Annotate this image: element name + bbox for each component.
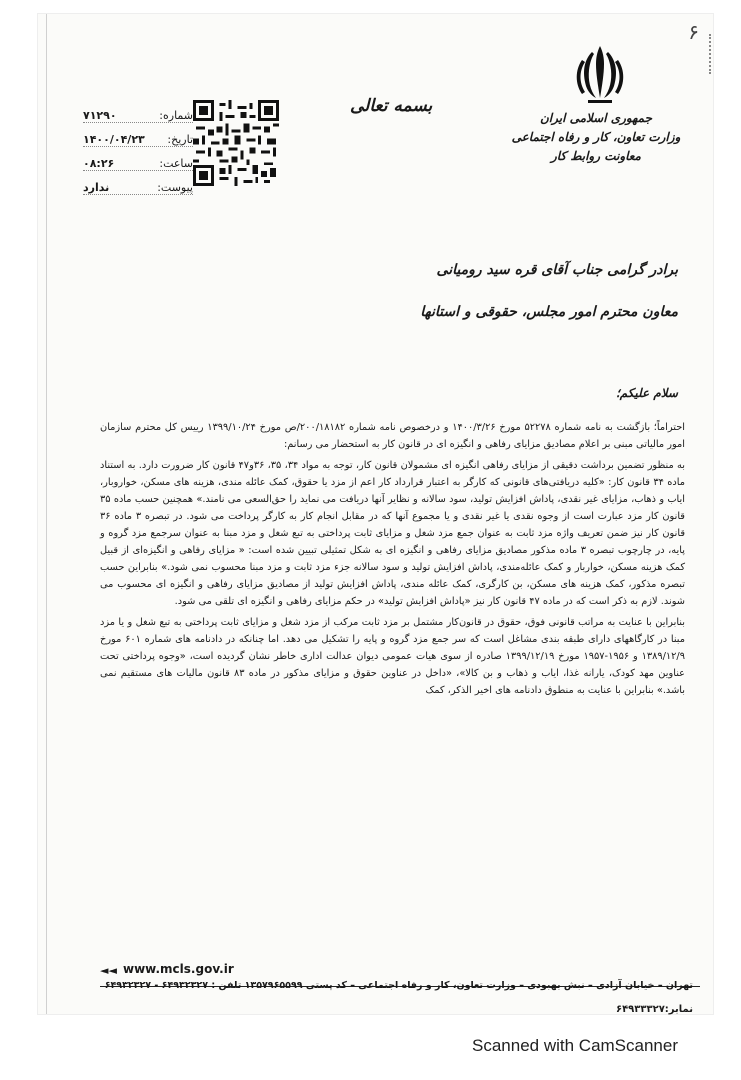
body-paragraph: احتراماً؛ بازگشت به نامه شماره ۵۲۲۷۸ مورخ ۱۴۰۰/۳/۲۶ و درخصوص نامه شماره ۲۰۰/۱۸۱۸۲/ص مورخ ۱۳۹۹/۱۰/۲۴ رییس کل محترم سازمان امور مالیاتی مبنی بر اعلام مصادیق مزایای رفاهی و انگیزه ای در قانون کار به استحضار می رسانم: xyxy=(100,422,685,450)
body-paragraph: بنابراین با عنایت به مراتب قانونی فوق، حقوق در قانون‌کار مشتمل بر مزد ثابت مرکب از مزد شغل و مزایای ثابت پرداختی به تبع شغل و یا مزد مبنا در کارگاههای دارای طبقه بندی مشاغل است که سر جمع مزد گروه و پایه را تشکیل می دهد. اما چنانکه در دادنامه های شماره ۶۰۱ مورخ ۱۳۸۹/۱۲/۹ و ۱۹۵۶-۱۹۵۷ مورخ ۱۳۹۹/۱۲/۱۹ صادره از سوی هیات عمومی دیوان عدالت اداری خاطر نشان گردیده است، «وجوه پرداختی تحت عناوین مهد کودک، یارانه غذا، ایاب و ذهاب و بن کالا»، «داخل در عناوین حقوق و مزایای مذکور در ماده ۸۳ قانون مالیات های مستقیم نمی باشد.» بنابراین با عنایت به منطوق دادنامه های اخیر الذکر، کمک xyxy=(100,617,685,696)
page-number-mark: ۶ xyxy=(688,20,699,44)
meta-value: ۰۸:۲۶ xyxy=(83,157,115,170)
ministry-line-name: وزارت تعاون، کار و رفاه اجتماعی xyxy=(511,130,681,144)
ministry-letterhead xyxy=(506,109,686,166)
footer-fax: نمابر:۶۴۹۳۳۳۲۷ xyxy=(615,1004,693,1015)
meta-value: ۷۱۲۹۰ xyxy=(83,109,117,122)
letter-page xyxy=(38,14,713,1014)
meta-attachment-row xyxy=(83,172,193,195)
footer-address: تهران – خیابان آزادی – نبش بهبودی – وزارت تعاون، کار و رفاه اجتماعی – کد پستی ۱۳۵۷۹۶۵۵۹۹ تلفن : ۶۴۹۳۲۳۲۷ - ۶۴۹۳۲۳۲۷ xyxy=(104,980,693,991)
letter-meta xyxy=(83,100,193,196)
meta-value: ۱۴۰۰/۰۴/۲۳ xyxy=(83,133,145,146)
meta-label: پیوست: xyxy=(157,181,193,194)
ministry-line-dept: معاونت روابط کار xyxy=(551,149,641,163)
meta-label: شماره: xyxy=(159,109,193,122)
page-edge xyxy=(46,14,47,1014)
website-arrow-icon: ◄◄ xyxy=(100,964,117,977)
meta-date-row xyxy=(83,124,193,147)
meta-time-row xyxy=(83,148,193,171)
meta-value: ندارد xyxy=(83,181,110,194)
meta-number-row xyxy=(83,100,193,123)
meta-label: تاریخ: xyxy=(167,133,193,146)
body-paragraph: به منظور تضمین برداشت دقیقی از مزایای رفاهی انگیزه ای مشمولان قانون کار، توجه به مواد ۳۴، ۳۵، ۳۶و۴۷ قانون کار ضرورت دارد. به استناد ماده ۳۴ قانون کار: «کلیه دریافتی‌های قانونی که کارگر به اعتبار قرارداد کار اعم از مزد یا حقوق، کمک عائله مندی، هزینه های مسکن، خواروبار، ایاب و ذهاب، مزایای غیر نقدی، پاداش افزایش تولید، سود سالانه و نظایر آنها دریافت می نماید را حق‌السعی می نامند.» همچنین حسب ماده ۳۵ قانون کار مزد عبارت است از وجوه نقدی یا غیر نقدی و یا مجموع آنها که در مقابل انجام کار به کارگر پرداخت می شود. در تبصره ۳ ماده ۳۶ قانون کار نیز ضمن تعریف واژه مزد ثابت به عنوان جمع مزد شغل و مزایای ثابت پرداختی به تبع شغل و مزد مبنا به عنوان سرجمع مزد گروه و پایه، در چارچوب تبصره ۳ ماده مذکور مصادیق مزایای رفاهی و انگیزه ای به شکل تمثیلی تبیین شده است: « مزایای رفاهی و انگیزه‌ای از قبیل کمک هزینه مسکن، خواربار و کمک عائله‌مندی، پاداش افزایش تولید و سود سالانه جزء مزد ثابت و مزد مبنا محسوب نمی شود.» بنابراین حسب تبصره مذکور، کمک هزینه های مسکن، بن کارگری، کمک عائله مندی، پاداش افزایش تولید از مصادیق مزایای رفاهی و انگیزه ای محسوب می شوند. لازم به ذکر است که در ماده ۴۷ قانون کار نیز «پاداش افزایش تولید» در حکم مزایای رفاهی و انگیزه ای تلقی می شود. xyxy=(100,460,686,607)
website-link[interactable]: www.mcls.gov.ir xyxy=(123,962,234,976)
iran-emblem-icon xyxy=(570,42,630,106)
qr-code-icon xyxy=(192,100,280,186)
margin-dots xyxy=(707,34,711,74)
greeting: سلام علیکم؛ xyxy=(615,386,678,400)
letter-body xyxy=(100,419,685,703)
bismillah-heading: بسمه تعالی xyxy=(350,96,433,116)
addressee-title: معاون محترم امور مجلس، حقوقی و استانها xyxy=(420,304,678,320)
meta-label: ساعت: xyxy=(159,157,193,170)
addressee-name: برادر گرامی جناب آقای قره سید رومیانی xyxy=(436,262,678,278)
camscanner-watermark: Scanned with CamScanner xyxy=(472,1036,679,1055)
ministry-line-country: جمهوری اسلامی ایران xyxy=(539,111,653,125)
